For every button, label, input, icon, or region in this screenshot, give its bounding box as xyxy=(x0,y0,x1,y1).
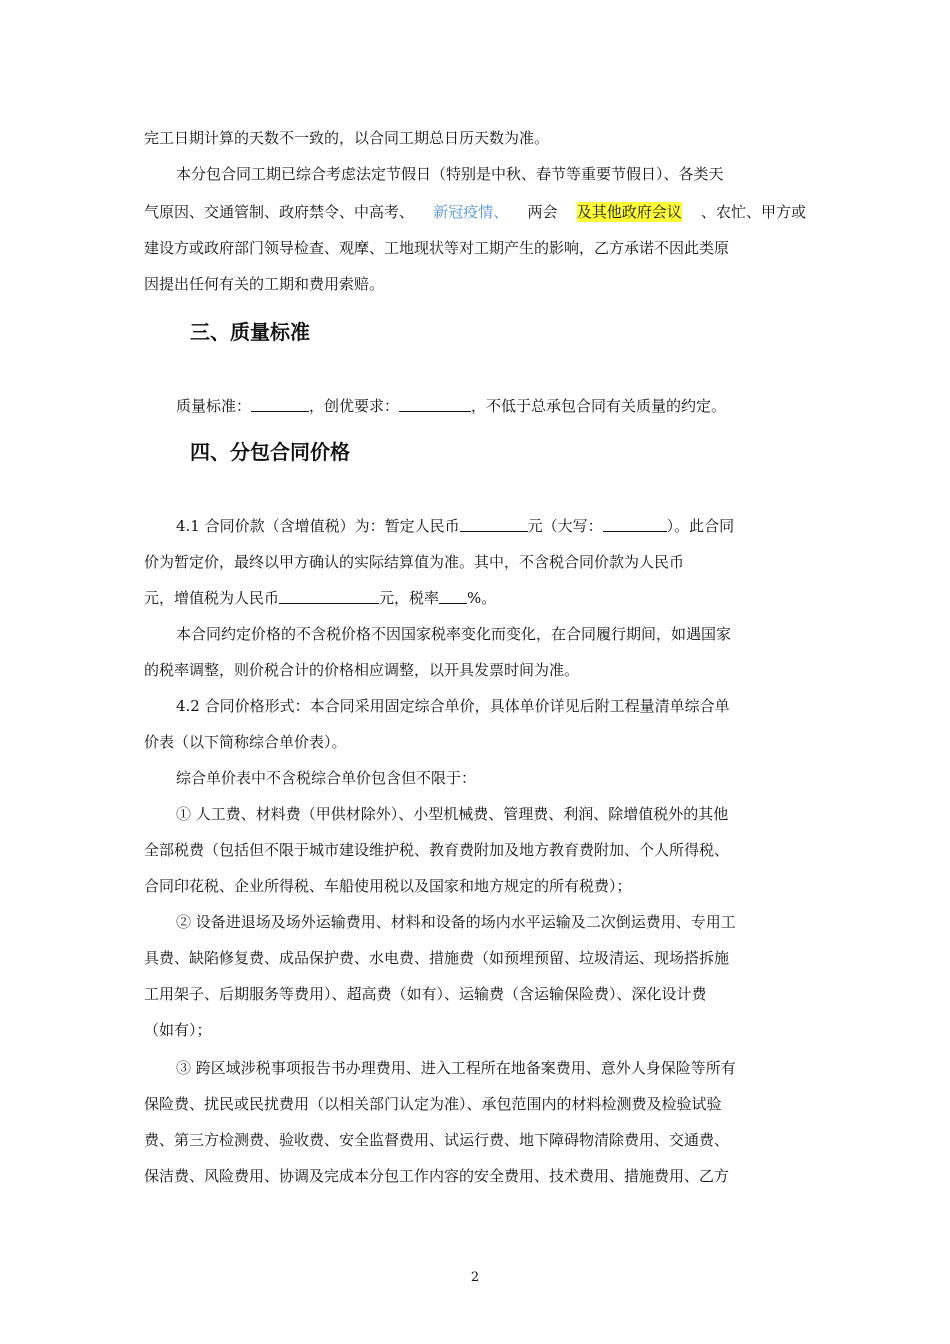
text-line xyxy=(144,1166,806,1186)
text-run: 元（大写： xyxy=(527,517,603,535)
text-run: ① 人工费、材料费（甲供材除外）、小型机械费、管理费、利润、除增值税外的其他 xyxy=(176,805,729,823)
text-line xyxy=(144,552,806,572)
text-run: 本分包合同工期已综合考虑法定节假日（特别是中秋、春节等重要节假日）、各类天 xyxy=(176,165,724,183)
text-run: 、农忙、甲方或 xyxy=(700,203,806,221)
text-line xyxy=(176,164,806,184)
text-run: ③ 跨区域涉税事项报告书办理费用、进入工程所在地备案费用、意外人身保险等所有 xyxy=(176,1059,736,1077)
text-run: 合同印花税、企业所得税、车船使用税以及国家和地方规定的所有税费）； xyxy=(144,877,632,895)
text-line xyxy=(144,274,806,294)
page-number: 2 xyxy=(470,1270,480,1285)
text-run: 工用架子、后期服务等费用）、超高费（如有）、运输费（含运输保险费）、深化设计费 xyxy=(144,985,707,1003)
text-line xyxy=(144,948,806,968)
text-line xyxy=(176,768,806,788)
text-line xyxy=(144,128,806,148)
blank-field[interactable] xyxy=(279,588,379,604)
blank-field[interactable] xyxy=(439,588,467,604)
text-line xyxy=(144,588,806,608)
text-run: ② 设备进退场及场外运输费用、材料和设备的场内水平运输及二次倒运费用、专用工 xyxy=(176,913,736,931)
text-line xyxy=(144,202,806,222)
quality-line xyxy=(176,396,806,416)
text-run: 保洁费、风险费用、协调及完成本分包工作内容的安全费用、技术费用、措施费用、乙方 xyxy=(144,1167,730,1185)
text-run: 气原因、交通管制、政府禁令、中高考、 xyxy=(144,203,415,221)
text-line xyxy=(144,238,806,258)
text-line xyxy=(144,1094,806,1114)
text-run: ，不低于总承包合同有关质量的约定。 xyxy=(471,397,727,415)
text-run: 价为暂定价，最终以甲方确认的实际结算值为准。其中，不含税合同价款为人民币 xyxy=(144,553,685,571)
text-line xyxy=(176,624,806,644)
blank-field[interactable] xyxy=(603,516,667,532)
text-run: 保险费、扰民或民扰费用（以相关部门认定为准）、承包范围内的材料检测费及检验试验 xyxy=(144,1095,722,1113)
text-run: 具费、缺陷修复费、成品保护费、水电费、措施费（如预埋预留、垃圾清运、现场搭拆施 xyxy=(144,949,730,967)
text-run: 元，增值税为人民币 xyxy=(144,589,280,607)
text-run: 价表（以下简称综合单价表）。 xyxy=(144,733,347,751)
list-item-3 xyxy=(176,1058,806,1078)
text-run: 4.1 合同价款（含增值税）为：暂定人民币 xyxy=(176,517,460,535)
list-item-1 xyxy=(176,804,806,824)
text-run: 综合单价表中不含税综合单价包含但不限于： xyxy=(176,769,477,787)
blank-field[interactable] xyxy=(460,516,528,532)
section-heading: 三、质量标准 xyxy=(190,320,310,344)
text-run: 质量标准： xyxy=(176,397,252,415)
text-line xyxy=(144,840,806,860)
text-line xyxy=(144,876,806,896)
blank-field[interactable] xyxy=(251,396,309,412)
text-run: 费、第三方检测费、验收费、安全监督费用、试运行费、地下障碍物清除费用、交通费、 xyxy=(144,1131,730,1149)
text-run: 因提出任何有关的工期和费用索赔。 xyxy=(144,275,385,293)
text-line xyxy=(144,732,806,752)
text-run: （如有）； xyxy=(144,1021,212,1039)
text-line xyxy=(144,660,806,680)
text-line xyxy=(144,1020,806,1040)
text-run: 本合同约定价格的不含税价格不因国家税率变化而变化，在合同履行期间，如遇国家 xyxy=(176,625,732,643)
text-run: 全部税费（包括但不限于城市建设维护税、教育费附加及地方教育费附加、个人所得税、 xyxy=(144,841,730,859)
highlighted-text: 及其他政府会议 xyxy=(576,203,682,221)
text-run: 的税率调整，则价税合计的价格相应调整，以开具发票时间为准。 xyxy=(144,661,580,679)
text-run: ）。此合同 xyxy=(666,517,735,535)
text-line xyxy=(176,696,806,716)
text-run: ，创优要求： xyxy=(309,397,400,415)
list-item-2 xyxy=(176,912,806,932)
text-run: 4.2 合同价格形式：本合同采用固定综合单价，具体单价详见后附工程量清单综合单 xyxy=(176,697,730,715)
text-line xyxy=(176,516,806,536)
blank-field[interactable] xyxy=(399,396,471,412)
text-run: 元，税率 xyxy=(379,589,440,607)
blue-text: 新冠疫情、 xyxy=(433,203,509,221)
text-run: 两会 xyxy=(527,203,558,221)
text-line xyxy=(144,984,806,1004)
section-heading: 四、分包合同价格 xyxy=(190,440,350,464)
text-line xyxy=(144,1130,806,1150)
text-run: 完工日期计算的天数不一致的，以合同工期总日历天数为准。 xyxy=(144,129,550,147)
text-run: 建设方或政府部门领导检查、观摩、工地现状等对工期产生的影响，乙方承诺不因此类原 xyxy=(144,239,730,257)
text-run: %。 xyxy=(467,589,497,607)
